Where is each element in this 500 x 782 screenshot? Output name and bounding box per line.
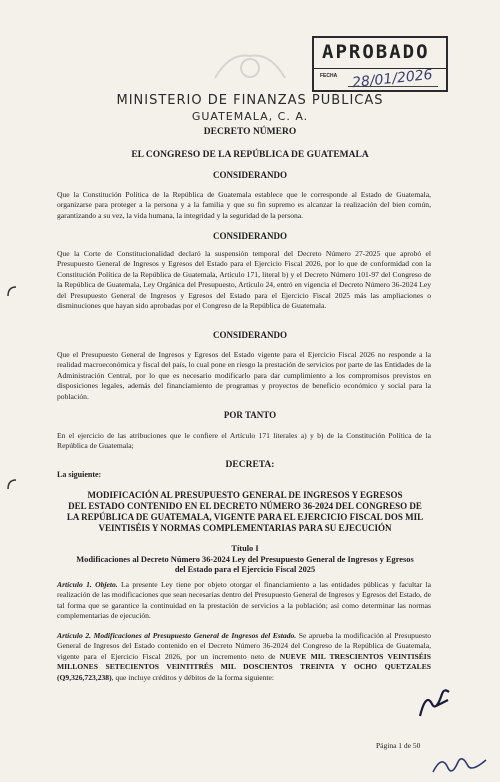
- title-number: Título I: [231, 544, 259, 553]
- section-text: Que la Corte de Constitucionalidad declaró la suspensión temporal del Decreto Número 27-2025 que aprobó el Presupuesto General de Ingresos y Egresos del Estado para el Ejercicio Fiscal 2026, por lo que de conformidad con la Constitución Política de la República de Guatemala, Artículo 171, literal b) y el Decreto Número 101-97 del Congreso de la República de Guatemala, Ley Orgánica del Presupuesto, Artículo 24, entró en vigencia el Decreto Número 36-2024 Ley del Presupuesto General de Ingresos y Egresos del Estado para el Ejercicio Fiscal 2025 más las ampliaciones o disminuciones que hayan sido aprobadas por el Congreso de la República de Guatemala.: [57, 249, 431, 311]
- law-title-line: VEINTISÉIS Y NORMAS COMPLEMENTARIAS PARA SU EJECUCIÓN: [98, 523, 392, 533]
- law-title-line: LA REPÚBLICA DE GUATEMALA, VIGENTE PARA EL EJERCICIO FISCAL DOS MIL: [66, 512, 424, 522]
- seal-emblem-icon: [205, 48, 295, 84]
- article-1: [57, 580, 431, 622]
- initials-signature-icon: [416, 686, 454, 720]
- stamp-date-line: [348, 86, 438, 87]
- page-number: Página 1 de 50: [376, 741, 421, 750]
- section-heading: POR TANTO: [223, 410, 277, 420]
- section-text: Que el Presupuesto General de Ingresos y Egresos del Estado vigente para el Ejercicio Fiscal 2026 no responde a la realidad macroeconómica y fiscal del país, lo cual pone en riesgo la prestación de servicios por parte de las Entidades de la Administración Central, por lo que es necesario modificarlo para dar cumplimiento a los compromisos previstos en disposiciones legales, además del financiamiento de programas y proyectos de beneficio económico y social para la población.: [57, 350, 431, 401]
- article-1-text: La presente Ley tiene por objeto otorgar el financiamiento a las entidades públicas y facultar la realización de las modificaciones que sean necesarias dentro del Presupuesto General de Ingresos y Egresos del Estado, de tal forma que se garantice la continuidad en la prestación de servicios a la población; así como determinar las normas complementarias de ejecución.: [57, 580, 431, 621]
- stamp-date-value: 28/01/2026: [351, 66, 434, 92]
- article-2-text: Se aprueba la modificación al Presupuesto General de Ingresos del Estado contenido en el Decreto Número 36-2024 del Congreso de la República de Guatemala, vigente para el Ejercicio Fiscal 2026, por un incremento neto de: [57, 631, 431, 661]
- article-2: [57, 631, 431, 683]
- signature-icon: [430, 750, 490, 778]
- ministry-name: MINISTERIO DE FINANZAS PUBLICAS: [116, 93, 384, 108]
- congress-heading: EL CONGRESO DE LA REPÚBLICA DE GUATEMALA: [131, 150, 369, 160]
- stamp-label: APROBADO: [322, 41, 430, 63]
- section-heading: CONSIDERANDO: [212, 231, 287, 241]
- decreta-heading: DECRETA:: [225, 460, 275, 470]
- stamp-date-label: FECHA: [320, 73, 338, 79]
- law-title-line: DEL ESTADO CONTENIDO EN EL DECRETO NÚMERO 36-2024 DEL CONGRESO DE: [68, 501, 422, 511]
- title-one: [60, 544, 430, 576]
- margin-mark-icon: [6, 478, 18, 490]
- article-2-amount: NUEVE MIL TRESCIENTOS VEINTISÉIS MILLONES SETECIENTOS VEINTITRÉS MIL DOSCIENTOS TREINTA Y OCHO QUETZALES (Q9,326,723,238): [57, 651, 431, 682]
- ministry-location: GUATEMALA, C. A.: [191, 110, 309, 123]
- law-title: [60, 490, 430, 534]
- article-2-text-end: , que incluye créditos y débitos de la forma siguiente:: [111, 672, 275, 682]
- section-heading: CONSIDERANDO: [212, 330, 287, 340]
- title-line: del Estado para el Ejercicio Fiscal 2025: [174, 565, 316, 575]
- section-heading: CONSIDERANDO: [212, 170, 287, 180]
- margin-mark-icon: [6, 285, 18, 297]
- decree-number: DECRETO NÚMERO: [203, 127, 297, 137]
- article-1-label: Artículo 1. Objeto.: [57, 580, 118, 589]
- la-siguiente: La siguiente:: [57, 470, 102, 479]
- title-line: Modificaciones al Decreto Número 36-2024 Ley del Presupuesto General de Ingresos y Egresos: [76, 554, 414, 564]
- approval-stamp: [312, 36, 448, 92]
- law-title-line: MODIFICACIÓN AL PRESUPUESTO GENERAL DE INGRESOS Y EGRESOS: [87, 490, 403, 500]
- section-text: En el ejercicio de las atribuciones que le confiere el Artículo 171 literales a) y b) de la Constitución Política de la República de Guatemala;: [57, 431, 431, 451]
- article-2-label: Artículo 2. Modificaciones al Presupuesto General de Ingresos del Estado.: [57, 631, 297, 640]
- section-text: Que la Constitución Política de la República de Guatemala establece que le corresponde al Estado de Guatemala, organizarse para proteger a la persona y a la familia y que su fin supremo es alcanzar la realización del bien común, garantizando a su vez, la vida humana, la integridad y la seguridad de la persona.: [57, 190, 431, 220]
